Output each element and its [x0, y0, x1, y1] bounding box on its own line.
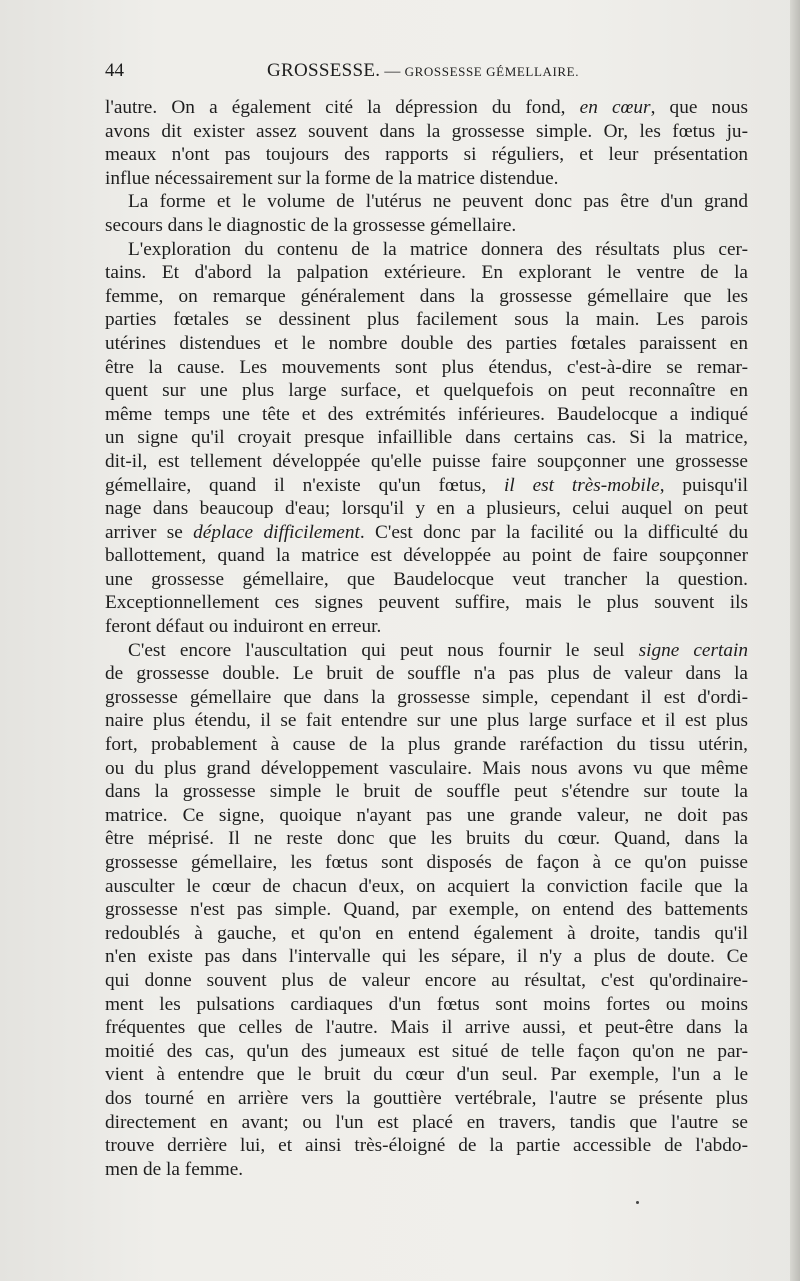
text-line — [105, 733, 748, 757]
text-run: vient à entendre que le bruit du cœur d'un seul. Par exemple, l'un a le — [105, 1064, 748, 1086]
text-line — [105, 686, 748, 710]
text-line — [105, 639, 748, 663]
text-run: matrice. Ce signe, quoique n'ayant pas une grande valeur, ne doit pas — [105, 804, 748, 826]
text-run: Exceptionnellement ces signes peuvent suffire, mais le plus souvent ils — [105, 592, 748, 614]
text-run: C'est encore l'auscultation qui peut nous fournir le seul — [128, 639, 639, 661]
text-run: fort, probablement à cause de la plus grande raréfaction du tissu utérin, — [105, 734, 748, 756]
text-line — [105, 898, 748, 922]
text-line — [105, 757, 748, 781]
text-run: être méprisé. Il ne reste donc que les bruits du cœur. Quand, dans la — [105, 828, 748, 850]
text-run: meaux n'ont pas toujours des rapports si réguliers, et leur présentation — [105, 144, 748, 166]
text-line — [105, 1040, 748, 1064]
text-run: utérines distendues et le nombre double des parties fœtales paraissent en — [105, 332, 748, 354]
text-line — [105, 1016, 748, 1040]
text-line — [105, 332, 748, 356]
text-line — [105, 474, 748, 498]
text-line — [105, 308, 748, 332]
text-line — [105, 827, 748, 851]
text-line — [105, 1111, 748, 1135]
text-run: influe nécessairement sur la forme de la matrice distendue. — [105, 167, 559, 189]
italic-text: déplace difficilement — [193, 521, 360, 543]
text-line — [105, 143, 748, 167]
text-line — [105, 403, 748, 427]
text-line — [105, 120, 748, 144]
text-line — [105, 96, 748, 120]
text-run: dos tourné en arrière vers la gouttière vertébrale, l'autre se présente plus — [105, 1087, 748, 1109]
text-run: n'en existe pas dans l'intervalle qui les sépare, il n'y a plus de doute. Ce — [105, 946, 748, 968]
text-run: avons dit exister assez souvent dans la grossesse simple. Or, les fœtus ju- — [105, 120, 748, 142]
text-line — [105, 379, 748, 403]
text-run: redoublés à gauche, et qu'on en entend également à droite, tandis qu'il — [105, 922, 748, 944]
text-run: parties fœtales se dessinent plus facilement sous la main. Les parois — [105, 309, 748, 331]
text-run: une grossesse gémellaire, que Baudelocque veut trancher la question. — [105, 568, 748, 590]
text-line — [105, 922, 748, 946]
text-run: grossesse gémellaire, les fœtus sont disposés de façon à ce qu'on puisse — [105, 852, 748, 873]
italic-text: il est très-mobile — [504, 474, 660, 496]
text-run: ausculter le cœur de chacun d'eux, on acquiert la conviction facile que la — [105, 875, 748, 897]
text-line — [105, 993, 748, 1017]
text-line — [105, 945, 748, 969]
text-line — [105, 851, 748, 875]
text-line — [105, 709, 748, 733]
text-line — [105, 450, 748, 474]
text-run: secours dans le diagnostic de la grossesse gémellaire. — [105, 214, 517, 236]
text-line — [105, 285, 748, 309]
text-run: trouve derrière lui, et ainsi très-éloigné de la partie accessible de l'abdo- — [105, 1135, 748, 1157]
text-run: grossesse n'est pas simple. Quand, par exemple, on entend des battements — [105, 899, 748, 921]
text-run: ou du plus grand développement vasculaire. Mais nous avons vu que même — [105, 757, 748, 779]
text-run: un signe qu'il croyait presque infaillible dans certains cas. Si la matrice, — [105, 427, 748, 449]
text-line — [105, 238, 748, 262]
running-header — [105, 60, 748, 90]
text-run: naire plus étendu, il se fait entendre sur une plus large surface et il est plus — [105, 710, 748, 732]
text-line — [105, 969, 748, 993]
text-line — [105, 591, 748, 615]
text-run: men de la femme. — [105, 1158, 244, 1180]
text-run: qui donne souvent plus de valeur encore au résultat, c'est qu'ordinaire- — [105, 969, 748, 991]
text-line — [105, 615, 748, 639]
text-line — [105, 356, 748, 380]
text-run: . C'est donc par la facilité ou la difficulté du — [359, 521, 748, 543]
text-line — [105, 190, 748, 214]
italic-text: signe certain — [638, 639, 748, 661]
text-line — [105, 804, 748, 828]
running-title-main: GROSSESSE. — [267, 60, 381, 81]
running-title-dash: — — [384, 63, 401, 80]
text-line — [105, 544, 748, 568]
page-edge — [790, 0, 800, 1281]
text-line — [105, 426, 748, 450]
italic-text: en cœur — [579, 97, 651, 118]
text-line — [105, 214, 748, 238]
text-run: arriver se — [105, 521, 194, 543]
text-run: feront défaut ou induiront en erreur. — [105, 616, 382, 638]
text-run: La forme et le volume de l'utérus ne peuvent donc pas être d'un grand — [128, 191, 748, 213]
text-line — [105, 497, 748, 521]
text-run: quent sur une plus large surface, et quelquefois on peut reconnaître en — [105, 380, 748, 402]
text-line — [105, 1158, 748, 1182]
text-run: fréquentes que celles de l'autre. Mais il arrive aussi, et peut-être dans la — [105, 1017, 748, 1039]
text-line — [105, 521, 748, 545]
text-line — [105, 1063, 748, 1087]
text-run: même temps une tête et des extrémités inférieures. Baudelocque a indiqué — [105, 403, 748, 425]
text-line — [105, 261, 748, 285]
text-run: , que nous — [650, 97, 748, 118]
text-line — [105, 1087, 748, 1111]
text-run: l'autre. On a également cité la dépression du fond, — [105, 97, 580, 118]
text-run: tains. Et d'abord la palpation extérieure. En explorant le ventre de la — [105, 262, 748, 284]
text-line — [105, 568, 748, 592]
text-run: dans la grossesse simple le bruit de souffle peut s'étendre sur toute la — [105, 781, 748, 803]
text-run: gémellaire, quand il n'existe qu'un fœtus, — [105, 474, 505, 496]
text-line — [105, 780, 748, 804]
text-run: dit-il, est tellement développée qu'elle puisse faire soupçonner une grossesse — [105, 450, 748, 472]
running-title-subtitle: GROSSESSE GÉMELLAIRE. — [404, 64, 580, 79]
text-run: ment les pulsations cardiaques d'un fœtus sont moins fortes ou moins — [105, 993, 748, 1015]
text-run: grossesse gémellaire que dans la grossesse simple, cependant il est d'ordi- — [105, 686, 748, 708]
text-run: ballottement, quand la matrice est développée au point de faire soupçonner — [105, 545, 748, 567]
running-title — [267, 60, 579, 82]
text-run: être la cause. Les mouvements sont plus étendus, c'est-à-dire se remar- — [105, 356, 748, 378]
body-text — [105, 96, 748, 1181]
text-run: L'exploration du contenu de la matrice donnera des résultats plus cer- — [128, 238, 748, 260]
text-line — [105, 662, 748, 686]
text-run: nage dans beaucoup d'eau; lorsqu'il y en a plusieurs, celui auquel on peut — [105, 498, 748, 520]
ink-speck — [636, 1201, 639, 1204]
page-number: 44 — [105, 60, 124, 81]
text-line — [105, 1134, 748, 1158]
text-run: , puisqu'il — [659, 474, 748, 496]
text-run: directement en avant; ou l'un est placé en travers, tandis que l'autre se — [105, 1111, 748, 1133]
text-line — [105, 875, 748, 899]
text-run: moitié des cas, qu'un des jumeaux est situé de telle façon qu'on ne par- — [105, 1040, 748, 1062]
text-run: de grossesse double. Le bruit de souffle n'a pas plus de valeur dans la — [105, 663, 748, 685]
text-line — [105, 167, 748, 191]
text-run: femme, on remarque généralement dans la grossesse gémellaire que les — [105, 285, 748, 307]
